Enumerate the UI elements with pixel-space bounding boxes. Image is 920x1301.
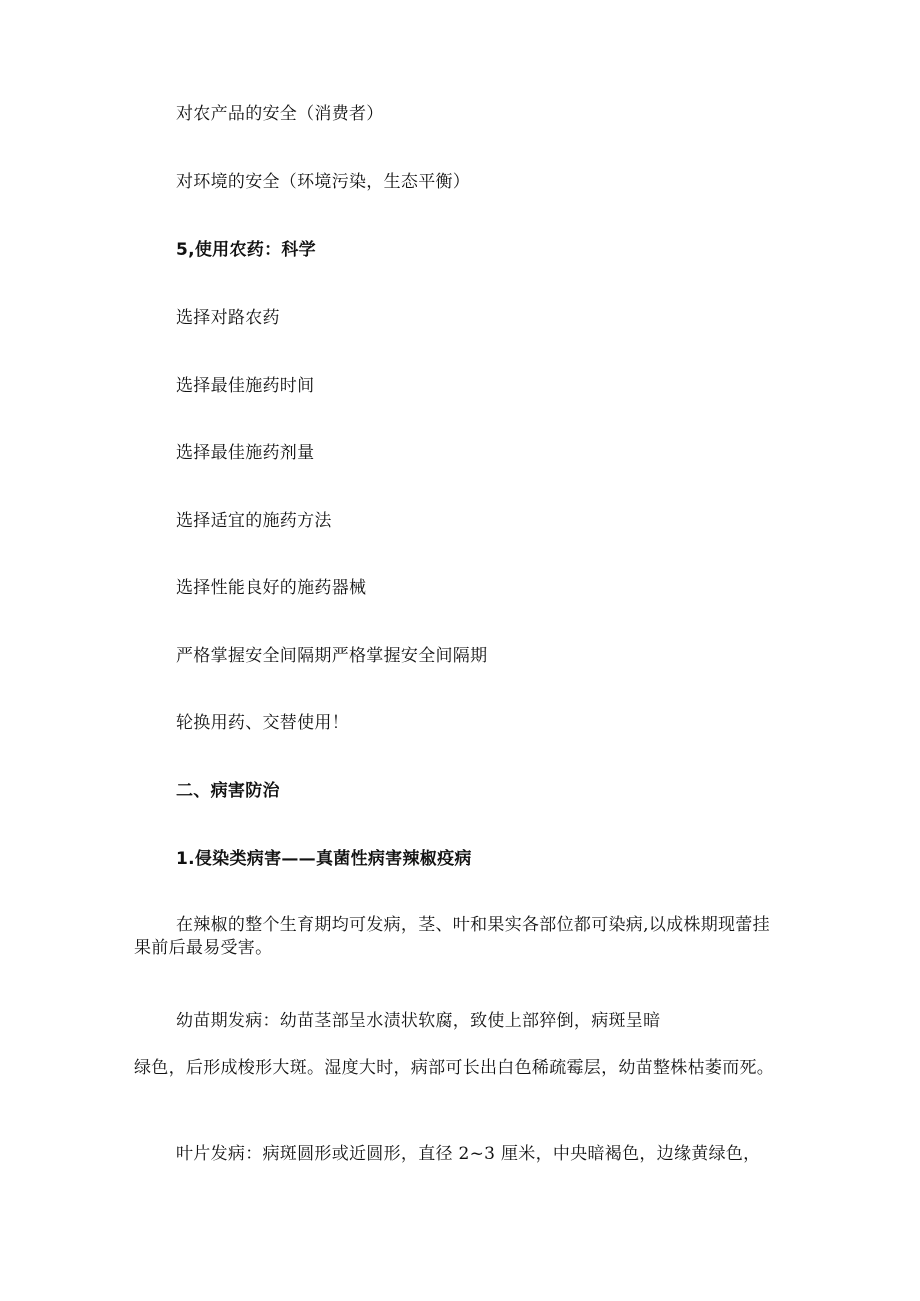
text-line-environment-safety: 对环境的安全（环境污染，生态平衡） <box>176 172 471 192</box>
heading-pepper-blight: 1.侵染类病害——真菌性病害辣椒疫病 <box>176 849 472 869</box>
text-line-leaf: 叶片发病：病斑圆形或近圆形，直径 2~3 厘米，中央暗褐色，边缘黄绿色， <box>176 1144 761 1164</box>
text-line-choose-pesticide: 选择对路农药 <box>176 308 280 328</box>
text-line-consumer-safety: 对农产品的安全（消费者） <box>176 104 384 124</box>
text-line-best-time: 选择最佳施药时间 <box>176 376 315 396</box>
heading-disease-control: 二、病害防治 <box>176 781 280 801</box>
text-line-method: 选择适宜的施药方法 <box>176 511 332 531</box>
heading-use-pesticide: 5,使用农药：科学 <box>176 240 316 260</box>
text-line-seedling-a: 幼苗期发病：幼苗茎部呈水渍状软腐，致使上部猝倒，病斑呈暗 <box>176 1011 661 1031</box>
text-line-safety-interval: 严格掌握安全间隔期严格掌握安全间隔期 <box>176 646 488 666</box>
text-line-rotation: 轮换用药、交替使用！ <box>176 713 349 733</box>
paragraph-onset: 在辣椒的整个生育期均可发病，茎、叶和果实各部位都可染病,以成株期现蕾挂果前后最易受害。 <box>134 915 770 958</box>
text-line-best-dose: 选择最佳施药剂量 <box>176 443 315 463</box>
text-line-equipment: 选择性能良好的施药器械 <box>176 578 367 598</box>
paragraph-seedling-b: 绿色，后形成梭形大斑。湿度大时，病部可长出白色稀疏霉层，幼苗整株枯萎而死。 <box>134 1058 775 1078</box>
